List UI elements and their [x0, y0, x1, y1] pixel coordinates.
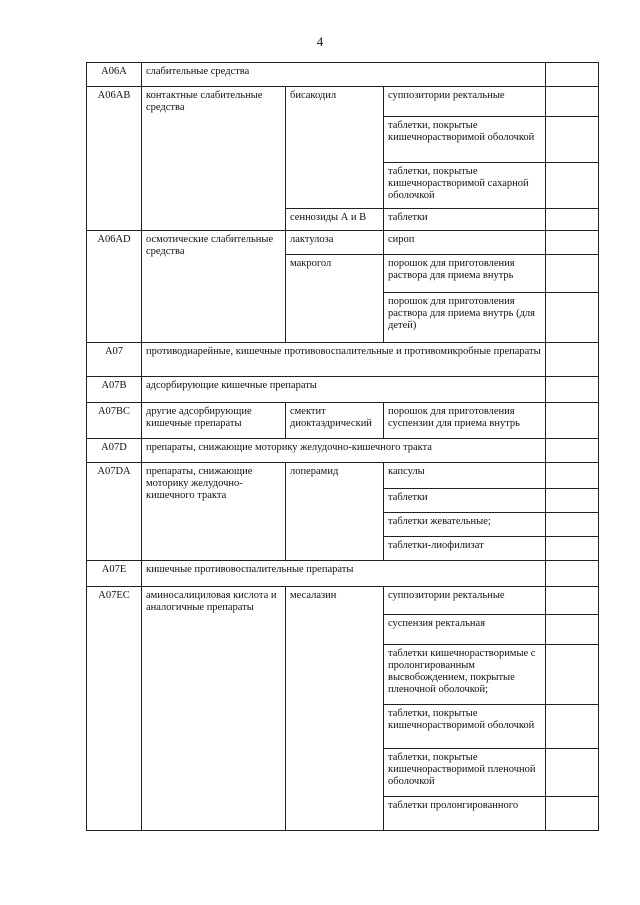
table-row [87, 587, 599, 615]
empty-cell [546, 587, 599, 615]
group-name-cell: препараты, снижающие моторику желудочно-кишечного тракта [142, 463, 286, 561]
dosage-form-cell: таблетки кишечнорастворимые с пролонгированным высвобождением, покрытые пленочной оболочкой; [384, 645, 546, 705]
table-row [87, 377, 599, 403]
empty-cell [546, 749, 599, 797]
page-number: 4 [316, 34, 324, 49]
group-name-cell: другие адсорбирующие кишечные препараты [142, 403, 286, 439]
dosage-form-cell: порошок для приготовления раствора для приема внутрь (для детей) [384, 293, 546, 343]
substance-cell: макрогол [286, 255, 384, 343]
drug-classification-table [86, 62, 599, 831]
dosage-form-cell: таблетки [384, 209, 546, 231]
dosage-form-cell: таблетки пролонгированного [384, 797, 546, 831]
empty-cell [546, 377, 599, 403]
substance-cell: сеннозиды А и В [286, 209, 384, 231]
table-row [87, 63, 599, 87]
group-name-cell: контактные слабительные средства [142, 87, 286, 231]
table-row [87, 403, 599, 439]
atc-code-cell: A07DA [87, 463, 142, 561]
dosage-form-cell: порошок для приготовления суспензии для приема внутрь [384, 403, 546, 439]
empty-cell [546, 537, 599, 561]
table-row [87, 561, 599, 587]
substance-cell: бисакодил [286, 87, 384, 209]
dosage-form-cell: суппозитории ректальные [384, 587, 546, 615]
dosage-form-cell: таблетки, покрытые кишечнорастворимой оболочкой [384, 705, 546, 749]
dosage-form-cell: таблетки жевательные; [384, 513, 546, 537]
table-row [87, 87, 599, 117]
atc-code-cell: A06AB [87, 87, 142, 231]
atc-code-cell: A07B [87, 377, 142, 403]
substance-cell: месалазин [286, 587, 384, 831]
atc-code-cell: A07 [87, 343, 142, 377]
table-row [87, 343, 599, 377]
empty-cell [546, 513, 599, 537]
dosage-form-cell: таблетки-лиофилизат [384, 537, 546, 561]
dosage-form-cell: таблетки, покрытые кишечнорастворимой оболочкой [384, 117, 546, 163]
dosage-form-cell: суспензия ректальная [384, 615, 546, 645]
atc-code-cell: A07E [87, 561, 142, 587]
atc-code-cell: A07D [87, 439, 142, 463]
empty-cell [546, 463, 599, 489]
atc-code-cell: A06A [87, 63, 142, 87]
table-row [87, 439, 599, 463]
group-name-cell: адсорбирующие кишечные препараты [142, 377, 546, 403]
empty-cell [546, 797, 599, 831]
table-row [87, 231, 599, 255]
dosage-form-cell: таблетки, покрытые кишечнорастворимой сахарной оболочкой [384, 163, 546, 209]
empty-cell [546, 209, 599, 231]
dosage-form-cell: таблетки, покрытые кишечнорастворимой пленочной оболочкой [384, 749, 546, 797]
empty-cell [546, 561, 599, 587]
empty-cell [546, 489, 599, 513]
atc-code-cell: A06AD [87, 231, 142, 343]
substance-cell: лактулоза [286, 231, 384, 255]
substance-cell: смектит диоктаэдрический [286, 403, 384, 439]
dosage-form-cell: капсулы [384, 463, 546, 489]
empty-cell [546, 87, 599, 117]
table-row [87, 463, 599, 489]
empty-cell [546, 403, 599, 439]
atc-code-cell: A07BC [87, 403, 142, 439]
empty-cell [546, 615, 599, 645]
empty-cell [546, 163, 599, 209]
group-name-cell: кишечные противовоспалительные препараты [142, 561, 546, 587]
dosage-form-cell: суппозитории ректальные [384, 87, 546, 117]
atc-code-cell: A07EC [87, 587, 142, 831]
group-name-cell: слабительные средства [142, 63, 546, 87]
substance-cell: лоперамид [286, 463, 384, 561]
empty-cell [546, 231, 599, 255]
empty-cell [546, 255, 599, 293]
group-name-cell: противодиарейные, кишечные противовоспалительные и противомикробные препараты [142, 343, 546, 377]
group-name-cell: аминосалициловая кислота и аналогичные препараты [142, 587, 286, 831]
dosage-form-cell: сироп [384, 231, 546, 255]
empty-cell [546, 645, 599, 705]
empty-cell [546, 117, 599, 163]
group-name-cell: осмотические слабительные средства [142, 231, 286, 343]
empty-cell [546, 293, 599, 343]
empty-cell [546, 343, 599, 377]
dosage-form-cell: таблетки [384, 489, 546, 513]
empty-cell [546, 439, 599, 463]
group-name-cell: препараты, снижающие моторику желудочно-кишечного тракта [142, 439, 546, 463]
empty-cell [546, 63, 599, 87]
dosage-form-cell: порошок для приготовления раствора для приема внутрь [384, 255, 546, 293]
empty-cell [546, 705, 599, 749]
